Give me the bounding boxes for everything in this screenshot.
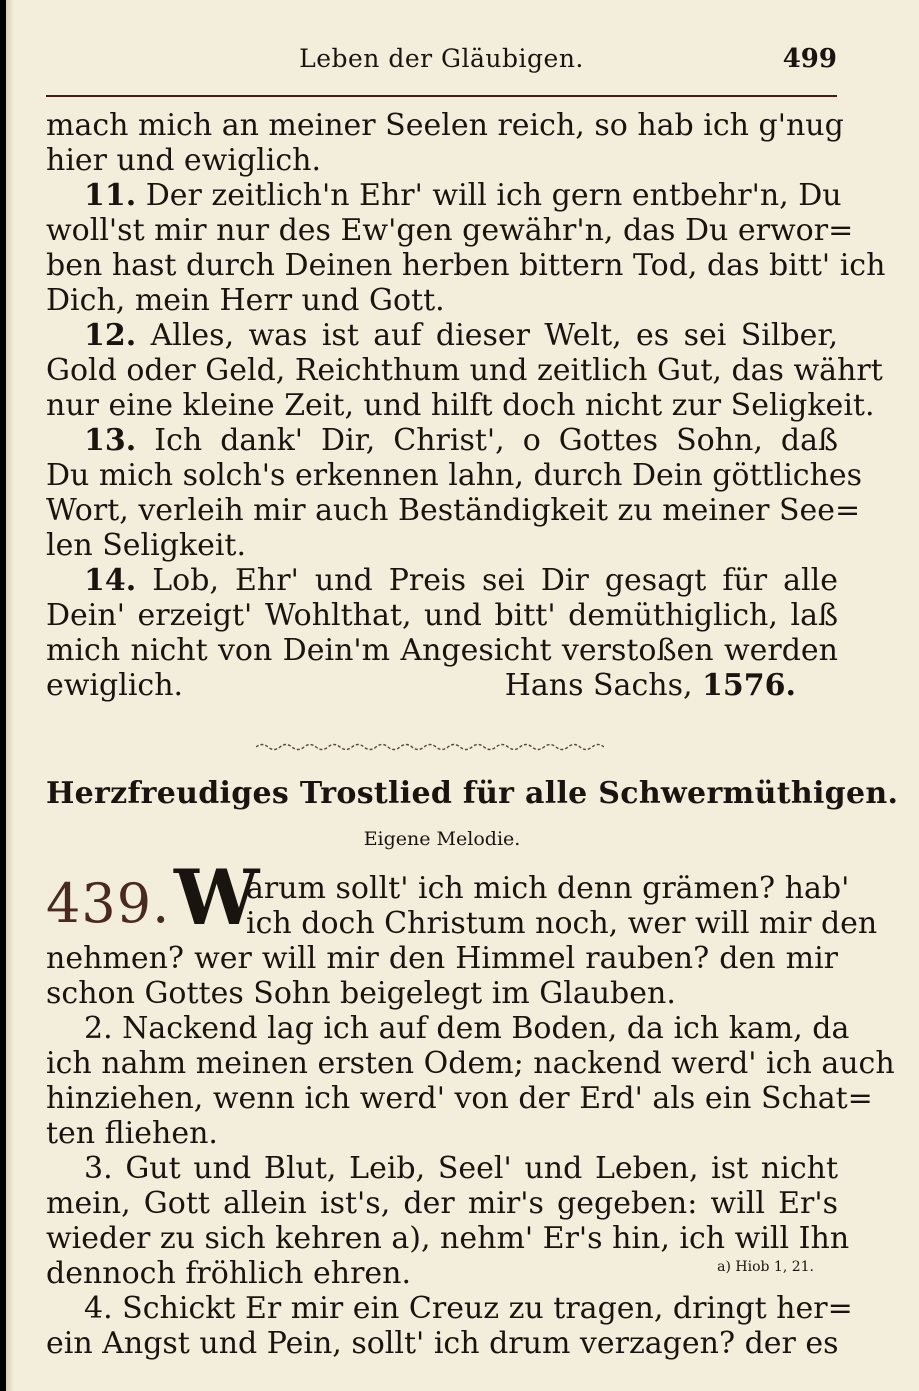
verse-number: 4. [84, 1291, 113, 1326]
footnote: a) Hiob 1, 21. [717, 1259, 814, 1275]
text-line: len Seligkeit. [46, 528, 247, 563]
text-line: wieder zu sich kehren a), nehm' Er's hin, ich will Ihn [46, 1221, 850, 1256]
verse-number: 11. [84, 178, 137, 213]
text-line: woll'st mir nur des Ew'gen gewähr'n, das Du erwor= [46, 213, 854, 248]
text-line: ten fliehen. [46, 1116, 218, 1151]
book-page [6, 0, 919, 1391]
drop-capital: W [174, 853, 260, 942]
verse-number: 2. [84, 1011, 113, 1046]
page-number: 499 [782, 44, 837, 74]
text-line: arum sollt' ich mich denn grämen? hab' [246, 871, 850, 906]
ornamental-divider [256, 742, 604, 752]
text-line: ben hast durch Deinen herben bittern Tod, das bitt' ich [46, 248, 886, 283]
verse-number: 14. [84, 563, 137, 598]
text-line: Gold oder Geld, Reichthum und zeitlich Gut, das währt [46, 353, 883, 388]
hymn-title: Herzfreudiges Trostlied für alle Schwermüthigen. [46, 776, 899, 811]
text-line: ich nahm meinen ersten Odem; nackend werd' ich auch [46, 1046, 895, 1081]
hymn-opening-lines [246, 871, 878, 941]
verse-number: 12. [84, 318, 137, 353]
hymn-number: 439. [46, 872, 171, 935]
verse-4-line: 4. Schickt Er mir ein Creuz zu tragen, dringt her= [84, 1291, 853, 1326]
text-line: Wort, verleih mir auch Beständigkeit zu meiner See= [46, 493, 861, 528]
text-line: ein Angst und Pein, sollt' ich drum verzagen? der es [46, 1326, 839, 1361]
author-attribution: Hans Sachs, 1576. [504, 668, 796, 703]
text-line: ich doch Christum noch, wer will mir den [246, 906, 878, 941]
text-line: mein, Gott allein ist's, der mir's gegeben: will Er's [46, 1186, 838, 1221]
text-line: hinziehen, wenn ich werd' von der Erd' als ein Schat= [46, 1081, 873, 1116]
author-line [46, 668, 838, 703]
verse-number: 13. [84, 423, 137, 458]
text-line: hier und ewiglich. [46, 143, 322, 178]
running-head: Leben der Gläubigen. [299, 44, 584, 73]
verse-12-line: 12. Alles, was ist auf dieser Welt, es sei Silber, [84, 318, 838, 353]
text-line: nehmen? wer will mir den Himmel rauben? den mir [46, 941, 838, 976]
text-line: mich nicht von Dein'm Angesicht verstoßen werden [46, 633, 838, 668]
verse-3-line: 3. Gut und Blut, Leib, Seel' und Leben, ist nicht [84, 1151, 838, 1186]
text-line: Dich, mein Herr und Gott. [46, 283, 445, 318]
text-line: nur eine kleine Zeit, und hilft doch nicht zur Seligkeit. [46, 388, 875, 423]
text-line: mach mich an meiner Seelen reich, so hab ich g'nug [46, 108, 844, 143]
verse-number: 3. [84, 1151, 113, 1186]
hymn-439-body [46, 941, 895, 1361]
text-line: schon Gottes Sohn beigelegt im Glauben. [46, 976, 676, 1011]
page-header [46, 44, 837, 84]
previous-hymn-ending [46, 108, 886, 703]
footnote-line [46, 1256, 838, 1291]
header-rule [46, 95, 837, 97]
verse-11-line: 11. Der zeitlich'n Ehr' will ich gern entbehr'n, Du [84, 178, 842, 213]
melody-note: Eigene Melodie. [363, 828, 521, 850]
verse-14-line: 14. Lob, Ehr' und Preis sei Dir gesagt für alle [84, 563, 839, 598]
text-line: ewiglich. [46, 668, 184, 703]
text-line: Du mich solch's erkennen lahn, durch Dein göttliches [46, 458, 863, 493]
text-line: Dein' erzeigt' Wohlthat, und bitt' demüthiglich, laß [46, 598, 838, 633]
verse-2-line: 2. Nackend lag ich auf dem Boden, da ich kam, da [84, 1011, 850, 1046]
verse-13-line: 13. Ich dank' Dir, Christ', o Gottes Sohn, daß [84, 423, 838, 458]
text-line: dennoch fröhlich ehren. [46, 1256, 412, 1291]
